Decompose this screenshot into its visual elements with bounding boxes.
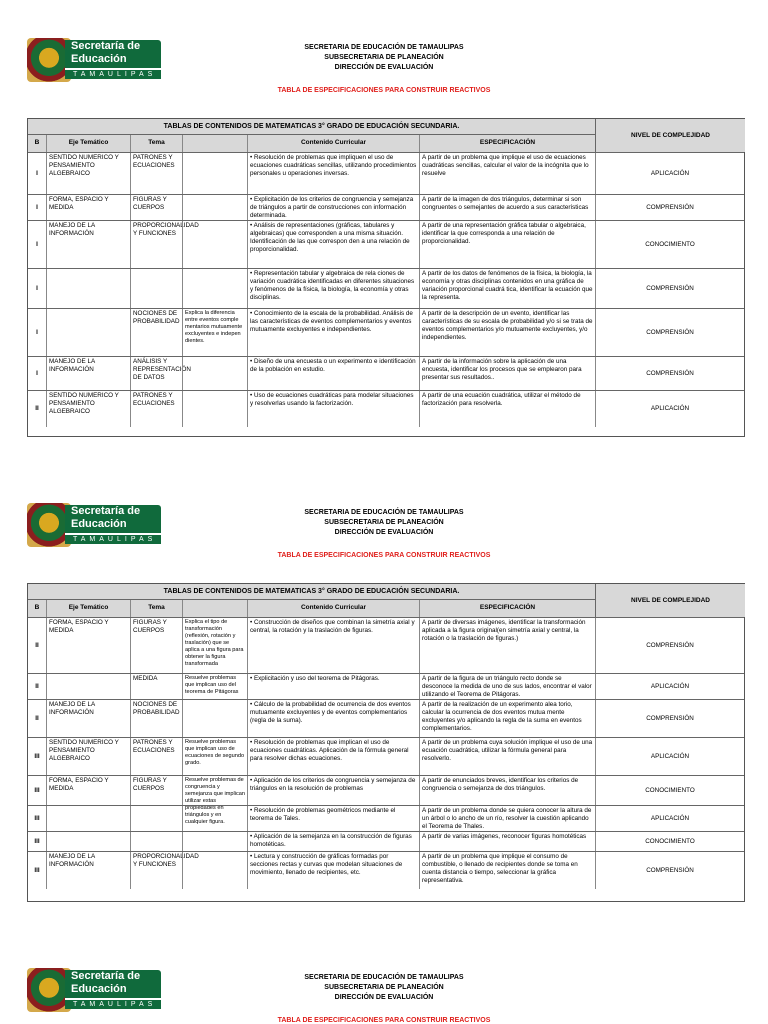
cell-espec: A partir de la descripción de un evento, identificar las características de su escala de probabilidad y/o si se trata de eventos complementarios y/o mutuamente excluyentes, y/o independientes. — [419, 309, 595, 357]
cell-nivel: CONOCIMIENTO — [595, 776, 744, 806]
cell-b: III — [34, 787, 40, 794]
cell-nivel: COMPRENSIÓN — [595, 618, 744, 674]
cell-tema: PATRONES Y ECUACIONES — [130, 738, 182, 776]
cell-contenido: • Explicitación de los criterios de congruencia y semejanza de triángulos a partir de construcciones con información determinada. — [247, 195, 419, 221]
cell-sub — [182, 391, 247, 427]
logo-name: Secretaría de Educación — [65, 40, 161, 68]
cell-nivel: COMPRENSIÓN — [595, 309, 744, 357]
table-row — [28, 831, 744, 852]
cell-b: I — [36, 204, 38, 211]
cell-b: II — [35, 683, 39, 690]
cell-tema: FIGURAS Y CUERPOS — [130, 618, 182, 674]
nivel-header: NIVEL DE COMPLEJIDAD — [595, 584, 745, 617]
nivel-header: NIVEL DE COMPLEJIDAD — [595, 119, 745, 152]
doc-subtitle: TABLA DE ESPECIFICACIONES PARA CONSTRUIR REACTIVOS — [277, 87, 491, 94]
cell-nivel: COMPRENSIÓN — [595, 357, 744, 391]
table-row — [28, 308, 744, 357]
cell-espec: A partir de la realización de un experimento alea torio, calcular la ocurrencia de dos eventos mutua mente excluyentes y/o aplicando la regla de la suma en eventos complementarios. — [419, 700, 595, 738]
table-row — [28, 152, 744, 195]
cell-sub — [182, 806, 247, 832]
cell-nivel: APLICACIÓN — [595, 738, 744, 776]
cell-b: III — [34, 815, 40, 822]
table-row — [28, 220, 744, 269]
cell-nivel: COMPRENSIÓN — [595, 195, 744, 221]
cell-contenido: • Aplicación de los criterios de congruencia y semejanza de triángulos en la resolución de problemas — [247, 776, 419, 806]
cell-eje: MANEJO DE LA INFORMACIÓN — [46, 221, 130, 269]
cell-b: III — [34, 838, 40, 845]
cell-sub — [182, 357, 247, 391]
cell-contenido: • Aplicación de la semejanza en la construcción de figuras homotéticas. — [247, 832, 419, 852]
cell-b: I — [36, 241, 38, 248]
cell-b: III — [34, 753, 40, 760]
cell-tema: PATRONES Y ECUACIONES — [130, 153, 182, 195]
table-row — [28, 737, 744, 776]
cell-contenido: • Resolución de problemas geométricos mediante el teorema de Tales. — [247, 806, 419, 832]
cell-nivel: APLICACIÓN — [595, 153, 744, 195]
cell-nivel: APLICACIÓN — [595, 806, 744, 832]
cell-espec: A partir de diversas imágenes, identificar la transformación aplicada a la figura original(en simetría axial y central, la rotación o la traslación de figuras.) — [419, 618, 595, 674]
cell-eje: FORMA, ESPACIO Y MEDIDA — [46, 195, 130, 221]
cell-b: II — [35, 715, 39, 722]
cell-espec: A partir de varias imágenes, reconocer figuras homotéticas — [419, 832, 595, 852]
cell-sub — [182, 832, 247, 852]
doc-header: SECRETARIA DE EDUCACIÓN DE TAMAULIPAS SUBSECRETARIA DE PLANEACIÓN DIRECCIÓN DE EVALUACIÓN — [304, 44, 464, 71]
cell-contenido: • Explicitación y uso del teorema de Pitágoras. — [247, 674, 419, 700]
cell-b: III — [34, 866, 40, 874]
cell-eje — [46, 806, 130, 832]
table-title: TABLAS DE CONTENIDOS DE MATEMATICAS 3° GRADO DE EDUCACIÓN SECUNDARIA. — [28, 119, 595, 134]
cell-tema: PATRONES Y ECUACIONES — [130, 391, 182, 427]
cell-espec: A partir de la imagen de dos triángulos, determinar si son congruentes o semejantes de acuerdo a sus características — [419, 195, 595, 221]
doc-subtitle: TABLA DE ESPECIFICACIONES PARA CONSTRUIR REACTIVOS — [277, 1017, 491, 1024]
cell-contenido: • Construcción de diseños que combinan la simetría axial y central, la rotación y la traslación de figuras. — [247, 618, 419, 674]
cell-tema: PROPORCIONALIDAD Y FUNCIONES — [130, 852, 182, 889]
cell-eje: MANEJO DE LA INFORMACIÓN — [46, 852, 130, 889]
cell-contenido: • Diseño de una encuesta o un experimento e identificación de la población en estudio. — [247, 357, 419, 391]
cell-tema: NOCIONES DE PROBABILIDAD — [130, 309, 182, 357]
logo-state: TAMAULIPAS — [65, 68, 161, 79]
table-title: TABLAS DE CONTENIDOS DE MATEMATICAS 3° GRADO DE EDUCACIÓN SECUNDARIA. — [28, 584, 595, 599]
cell-b: II — [35, 642, 39, 649]
cell-sub — [182, 269, 247, 309]
cell-nivel: COMPRENSIÓN — [595, 852, 744, 889]
cell-contenido: • Uso de ecuaciones cuadráticas para modelar situaciones y resolverlas usando la factorización. — [247, 391, 419, 427]
table-header: B Eje Temático Tema Contenido Curricular ESPECIFICACIÓN — [28, 134, 595, 153]
cell-tema: PROPORCIONALIDAD Y FUNCIONES — [130, 221, 182, 269]
cell-b: I — [36, 170, 38, 177]
cell-eje: SENTIDO NUMERICO Y PENSAMIENTO ALGEBRAICO — [46, 391, 130, 427]
cell-espec: A partir de un problema que implique el consumo de combustible, o llenado de recipientes donde se toma en cuenta distancia o tiempo, seleccionar la gráfica representativa. — [419, 852, 595, 889]
cell-sub: Resuelve problemas que implican uso de ecuaciones de segundo grado. — [182, 738, 247, 776]
doc-subtitle: TABLA DE ESPECIFICACIONES PARA CONSTRUIR REACTIVOS — [277, 552, 491, 559]
cell-eje: FORMA, ESPACIO Y MEDIDA — [46, 776, 130, 806]
cell-eje: SENTIDO NUMERICO Y PENSAMIENTO ALGEBRAICO — [46, 738, 130, 776]
cell-b: I — [36, 329, 38, 336]
cell-espec: A partir de la figura de un triángulo recto donde se desconoce la medida de uno de sus lados, encontrar el valor utilizando el Teorema de Pitágoras. — [419, 674, 595, 700]
table-row — [28, 851, 744, 889]
table-row — [28, 699, 744, 738]
cell-sub: Explica la diferencia entre eventos comple mentarios mutuamente excluyentes e indepen dientes. — [182, 309, 247, 357]
cell-sub: Resuelve problemas de congruencia y semejanza que implican utilizar estas propiedades en triángulos y en cualquier figura. — [182, 776, 247, 806]
cell-nivel: COMPRENSIÓN — [595, 269, 744, 309]
cell-espec: A partir de un problema donde se quiera conocer la altura de un árbol o lo ancho de un río, resolver la cuestión aplicando el Teorema de Thales. — [419, 806, 595, 832]
spec-table-1 — [27, 118, 745, 437]
cell-sub — [182, 852, 247, 889]
cell-nivel: CONOCIMIENTO — [595, 832, 744, 852]
cell-eje: MANEJO DE LA INFORMACIÓN — [46, 357, 130, 391]
table-row — [28, 805, 744, 832]
cell-sub — [182, 221, 247, 269]
cell-espec: A partir de la información sobre la aplicación de una encuesta, identificar los procesos que se emplearon para presentar sus resultados.. — [419, 357, 595, 391]
cell-contenido: • Análisis de representaciones (gráficas, tabulares y algebraicas) que corresponden a una misma situación. Identificación de las que correspon den a una relación de proporcionalidad. — [247, 221, 419, 269]
table-row — [28, 356, 744, 391]
logo-state: TAMAULIPAS — [65, 533, 161, 544]
cell-contenido: • Resolución de problemas que impliquen el uso de ecuaciones cuadráticas sencillas, utilizando procedimientos personales u operaciones inversas. — [247, 153, 419, 195]
cell-sub — [182, 153, 247, 195]
cell-tema: FIGURAS Y CUERPOS — [130, 195, 182, 221]
cell-sub: Explica el tipo de transformación (reflexión, rotación y traslación) que se aplica a una figura para obtener la figura transformada — [182, 618, 247, 674]
cell-contenido: • Cálculo de la probabilidad de ocurrencia de dos eventos mutuamente excluyentes y de eventos complementarios (regla de la suma). — [247, 700, 419, 738]
cell-espec: A partir de una ecuación cuadrática, utilizar el método de factorización para resolverla. — [419, 391, 595, 427]
table-row — [28, 673, 744, 700]
logo-state: TAMAULIPAS — [65, 998, 161, 1009]
cell-b: I — [36, 285, 38, 292]
cell-eje: SENTIDO NUMERICO Y PENSAMIENTO ALGEBRAICO — [46, 153, 130, 195]
doc-header: SECRETARIA DE EDUCACIÓN DE TAMAULIPAS SUBSECRETARIA DE PLANEACIÓN DIRECCIÓN DE EVALUACIÓN — [304, 974, 464, 1001]
table-row — [28, 617, 744, 674]
table-row — [28, 194, 744, 221]
cell-b: I — [36, 370, 38, 377]
logo-name: Secretaría de Educación — [65, 505, 161, 533]
cell-espec: A partir de un problema cuya solución implique el uso de una ecuación cuadrática, utilizar la fórmula general para resolverlo. — [419, 738, 595, 776]
cell-tema: ANÁLISIS Y REPRESENTACIÓN DE DATOS — [130, 357, 182, 391]
cell-eje: MANEJO DE LA INFORMACIÓN — [46, 700, 130, 738]
cell-tema: FIGURAS Y CUERPOS — [130, 776, 182, 806]
cell-espec: A partir de enunciados breves, identificar los criterios de congruencia o semejanza de dos triángulos. — [419, 776, 595, 806]
table-row — [28, 268, 744, 309]
cell-eje: FORMA, ESPACIO Y MEDIDA — [46, 618, 130, 674]
cell-eje — [46, 269, 130, 309]
cell-sub — [182, 195, 247, 221]
cell-nivel: APLICACIÓN — [595, 391, 744, 427]
cell-contenido: • Conocimiento de la escala de la probabilidad. Análisis de las características de eventos complementarios y eventos mutuamente excluyentes e independientes. — [247, 309, 419, 357]
cell-contenido: • Lectura y construcción de gráficas formadas por secciones rectas y curvas que modelan situaciones de movimiento, llenado de recipientes, etc. — [247, 852, 419, 889]
doc-header: SECRETARIA DE EDUCACIÓN DE TAMAULIPAS SUBSECRETARIA DE PLANEACIÓN DIRECCIÓN DE EVALUACIÓN — [304, 509, 464, 536]
spec-table-2 — [27, 583, 745, 902]
cell-tema — [130, 269, 182, 309]
cell-tema: MEDIDA — [130, 674, 182, 700]
cell-nivel: CONOCIMIENTO — [595, 221, 744, 269]
cell-sub — [182, 700, 247, 738]
logo-name: Secretaría de Educación — [65, 970, 161, 998]
cell-tema — [130, 832, 182, 852]
cell-eje — [46, 832, 130, 852]
cell-contenido: • Representación tabular y algebraica de rela ciones de variación cuadrática identificadas en diferentes situaciones y fenómenos de la física, la biología, la economía y otras disciplinas. — [247, 269, 419, 309]
cell-espec: A partir de un problema que implique el uso de ecuaciones cuadráticas sencillas, calcular el valor de la incógnita que lo resuelve — [419, 153, 595, 195]
cell-eje — [46, 309, 130, 357]
cell-tema: NOCIONES DE PROBABILIDAD — [130, 700, 182, 738]
cell-sub: Resuelve problemas que implican uso del teorema de Pitágoras — [182, 674, 247, 700]
cell-espec: A partir de una representación gráfica tabular o algebraica, identificar la que corresponda a una relación de proporcionalidad. — [419, 221, 595, 269]
table-header: B Eje Temático Tema Contenido Curricular ESPECIFICACIÓN — [28, 599, 595, 618]
cell-eje — [46, 674, 130, 700]
table-row — [28, 390, 744, 427]
cell-tema — [130, 806, 182, 832]
cell-contenido: • Resolución de problemas que implican el uso de ecuaciones cuadráticas. Aplicación de la fórmula general para resolver dichas ecuaciones. — [247, 738, 419, 776]
cell-nivel: APLICACIÓN — [595, 674, 744, 700]
cell-nivel: COMPRENSIÓN — [595, 700, 744, 738]
cell-b: II — [35, 405, 39, 412]
cell-espec: A partir de los datos de fenómenos de la física, la biología, la economía y otras disciplinas contenidos en una gráfica de variación proporcional cuadrá tica, identificar la ecuación que la representa. — [419, 269, 595, 309]
